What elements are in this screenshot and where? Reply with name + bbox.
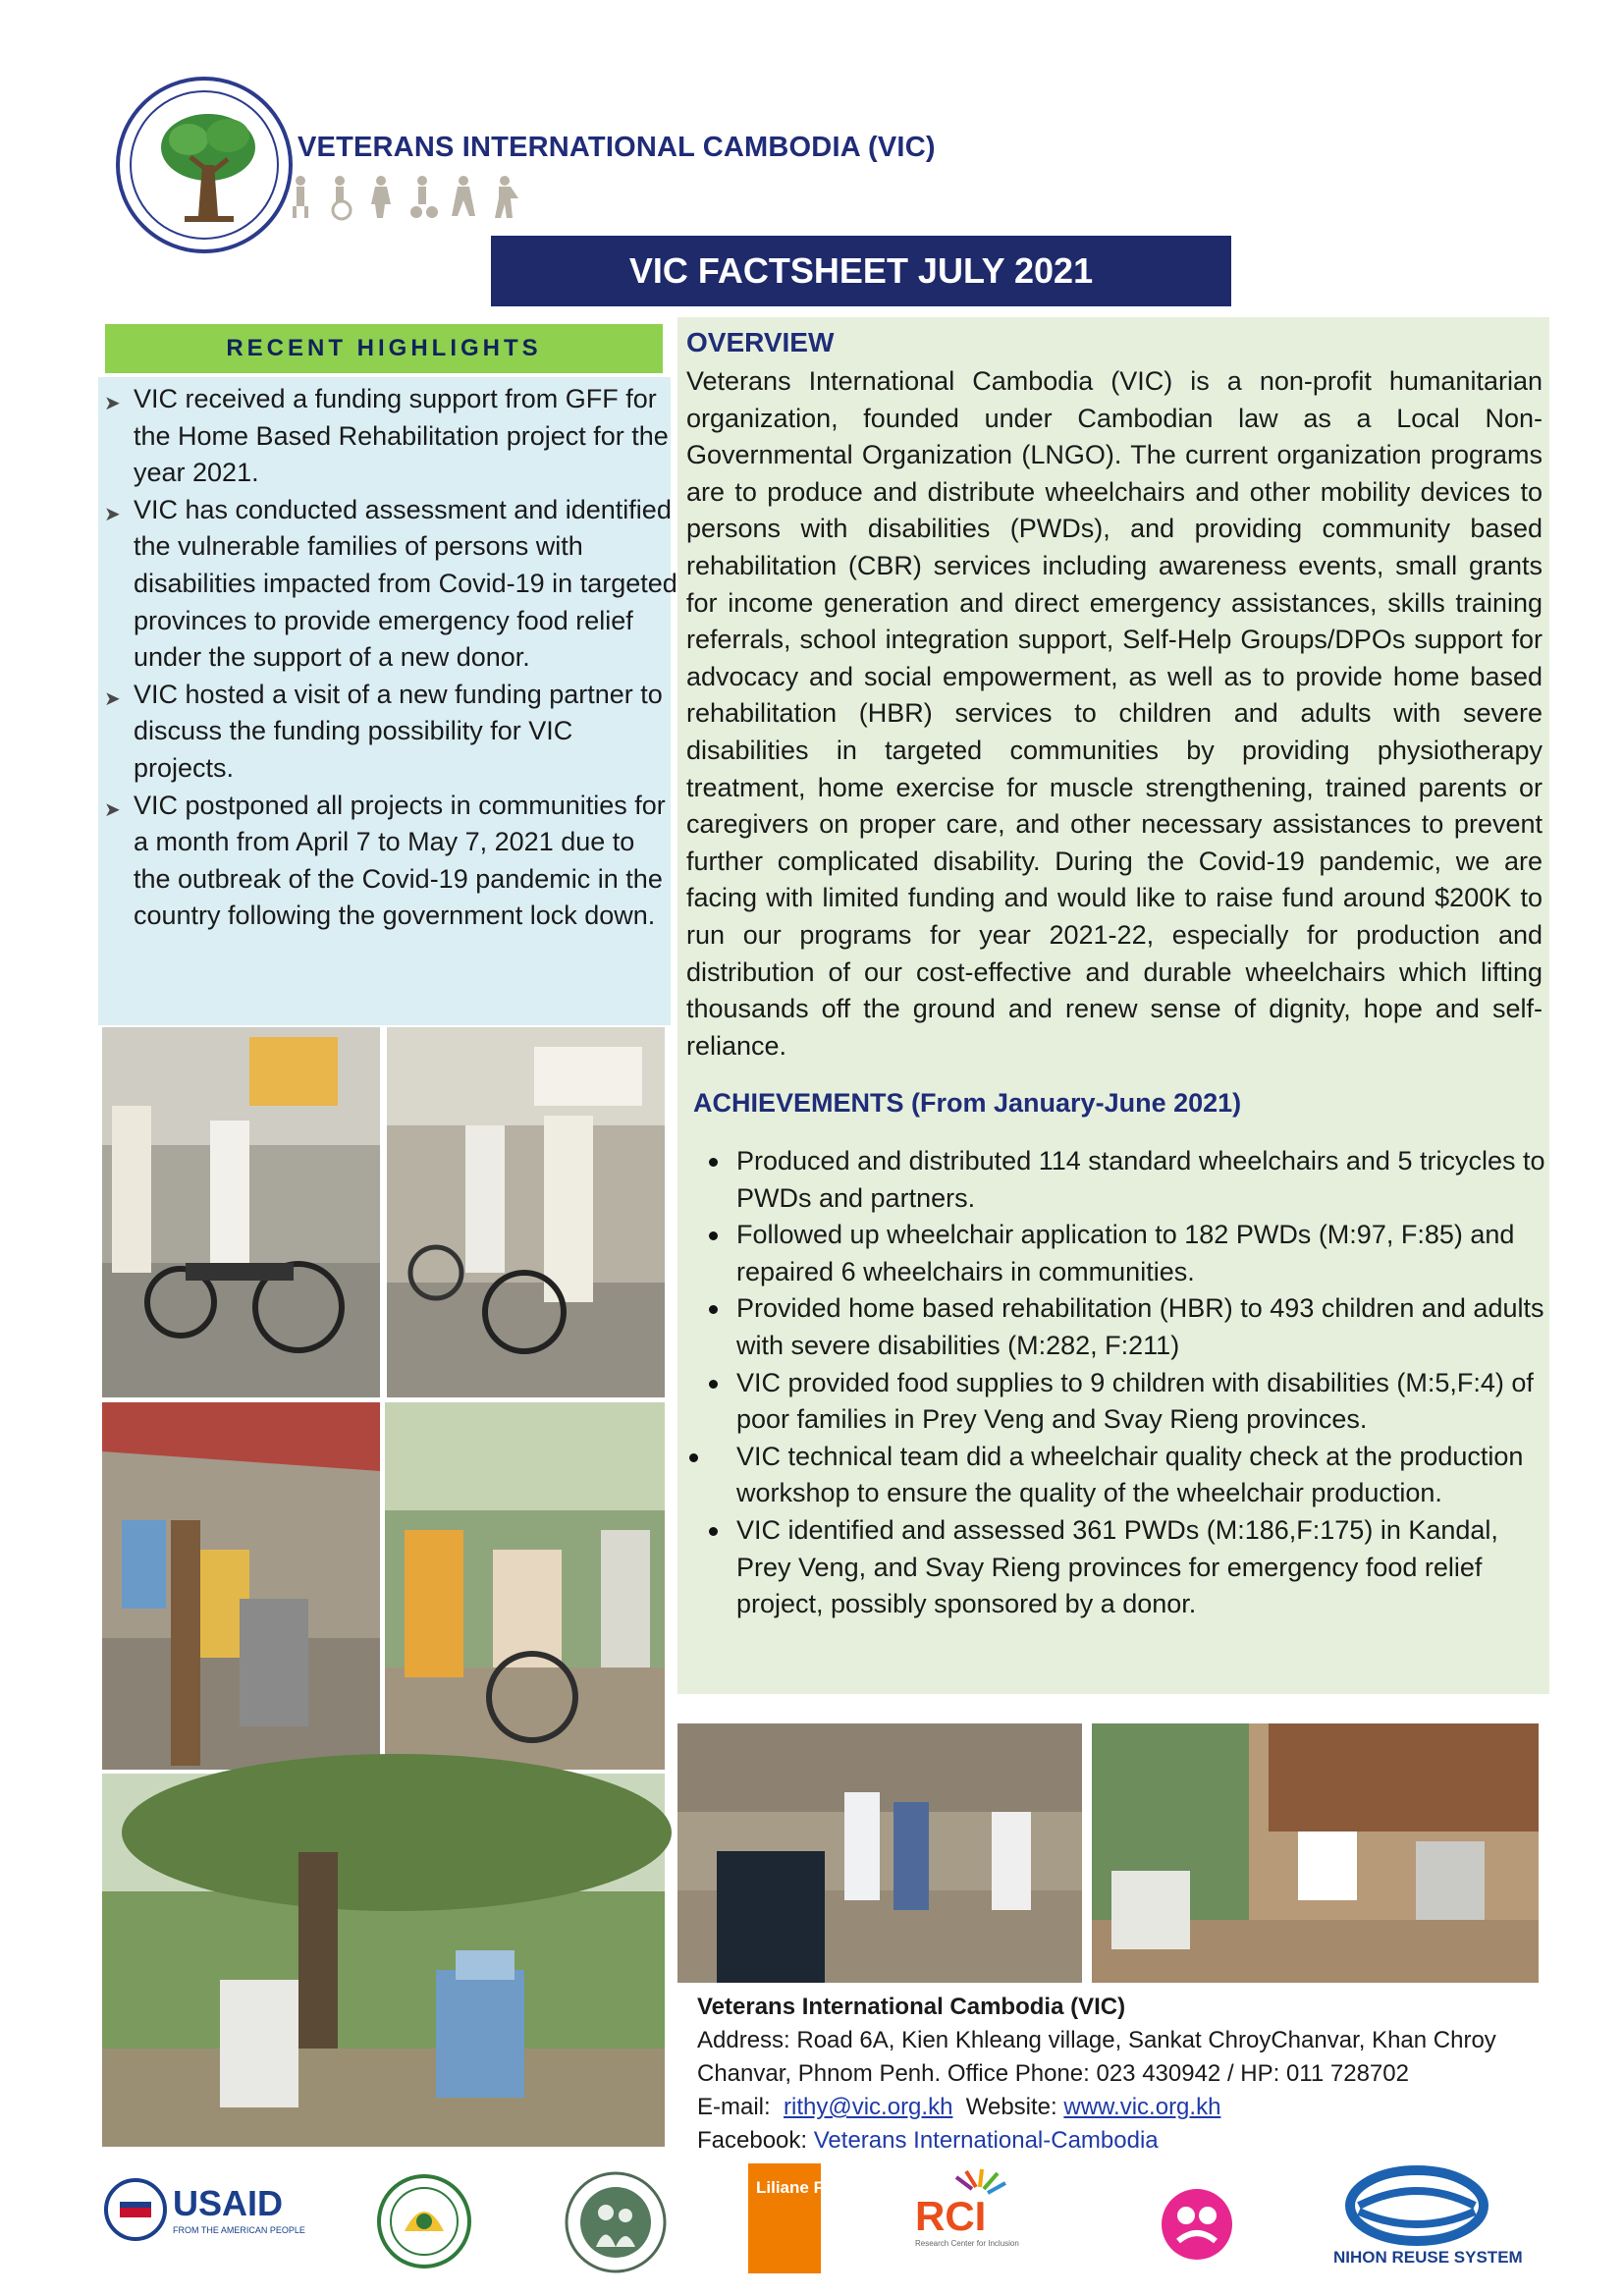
- ministry-seal-logo: [375, 2172, 473, 2270]
- website-link[interactable]: www.vic.org.kh: [1063, 2094, 1221, 2120]
- contact-org-name: Veterans International Cambodia (VIC): [697, 1994, 1126, 2020]
- org-title: VETERANS INTERNATIONAL CAMBODIA (VIC): [298, 132, 936, 163]
- disability-pictograms-icon: [287, 173, 532, 220]
- bullet-icon: [709, 1231, 718, 1240]
- email-link[interactable]: rithy@vic.org.kh: [784, 2094, 953, 2120]
- contact-block: [697, 1991, 1561, 2158]
- highlights-list: [98, 381, 677, 935]
- photo-community-visit-2: [385, 1402, 665, 1770]
- list-item: ➤ VIC postponed all projects in communities for a month from April 7 to May 7, 2021 due to the outbreak of the Covid-19 pandemic in the country following the government lock down.: [104, 790, 666, 931]
- liliane-wordmark: Liliane Fonds: [756, 2178, 864, 2197]
- list-item: ➤ VIC received a funding support from GFF for the Home Based Rehabilitation project for the year 2021.: [104, 384, 669, 488]
- nihon-wordmark: NIHON REUSE SYSTEM: [1333, 2248, 1523, 2267]
- usaid-wordmark: USAID: [173, 2183, 284, 2223]
- rci-logo: [911, 2167, 1039, 2256]
- highlights-heading: RECENT HIGHLIGHTS: [105, 324, 663, 373]
- achievements-list: [687, 1143, 1551, 1623]
- website-label: Website:: [965, 2094, 1057, 2120]
- nihon-reuse-system-logo: [1324, 2166, 1523, 2269]
- email-label: E-mail:: [697, 2094, 771, 2120]
- factsheet-title-bar: VIC FACTSHEET JULY 2021: [491, 236, 1231, 306]
- usaid-tagline: FROM THE AMERICAN PEOPLE: [173, 2225, 305, 2235]
- list-item: Produced and distributed 114 standard wheelchairs and 5 tricycles to PWDs and partners.: [687, 1143, 1551, 1217]
- bullet-icon: [689, 1453, 698, 1462]
- tree-icon: [155, 106, 261, 234]
- photo-community-visit-1: [102, 1402, 380, 1770]
- list-item: Provided home based rehabilitation (HBR) to 493 children and adults with severe disabilities (M:282, F:211): [687, 1290, 1551, 1364]
- bullet-icon: [709, 1527, 718, 1536]
- list-item: VIC identified and assessed 361 PWDs (M:186,F:175) in Kandal, Prey Veng, and Svay Rieng provinces for emergency food relief project, possibly sponsored by a donor.: [687, 1512, 1551, 1623]
- list-item: VIC technical team did a wheelchair quality check at the production workshop to ensure the quality of the wheelchair production.: [687, 1439, 1551, 1512]
- gupta-family-foundation-logo: [1139, 2166, 1255, 2282]
- photo-outdoor-exercise: [102, 1774, 665, 2147]
- photo-office-visit: [1092, 1723, 1539, 1983]
- arrow-bullet-icon: ➤: [104, 687, 121, 710]
- facebook-link[interactable]: Veterans International-Cambodia: [813, 2127, 1159, 2154]
- rci-wordmark: RCI: [915, 2193, 987, 2239]
- arrow-bullet-icon: ➤: [104, 503, 121, 525]
- list-item: Followed up wheelchair application to 182 PWDs (M:97, F:85) and repaired 6 wheelchairs in communities.: [687, 1217, 1551, 1290]
- liliane-fonds-logo: [748, 2163, 864, 2273]
- arrow-bullet-icon: ➤: [104, 393, 121, 414]
- facebook-row: [697, 2124, 1561, 2158]
- list-item: ➤ VIC has conducted assessment and identified the vulnerable families of persons with disabilities impacted from Covid-19 in targeted provinces to provide emergency food relief under the support of a new donor.: [104, 494, 677, 673]
- bullet-icon: [709, 1158, 718, 1167]
- facebook-label: Facebook:: [697, 2127, 808, 2154]
- photo-workshop-meeting: [677, 1723, 1082, 1983]
- list-item: ➤ VIC hosted a visit of a new funding partner to discuss the funding possibility for VIC projects.: [104, 679, 663, 783]
- contact-links-row: [697, 2091, 1561, 2124]
- photo-wheelchair-workshop-1: [102, 1027, 380, 1397]
- bullet-icon: [709, 1305, 718, 1314]
- bullet-icon: [709, 1380, 718, 1389]
- vic-logo: [116, 77, 293, 253]
- list-item: VIC provided food supplies to 9 children with disabilities (M:5,F:4) of poor families in Prey Veng and Svay Rieng provinces.: [687, 1365, 1551, 1439]
- latter-day-saint-charities-logo: [562, 2168, 670, 2276]
- achievements-heading: ACHIEVEMENTS (From January-June 2021): [693, 1088, 1242, 1118]
- rci-tagline: Research Center for Inclusion: [915, 2239, 1019, 2248]
- photo-wheelchair-workshop-2: [387, 1027, 665, 1397]
- usaid-logo: [102, 2172, 324, 2247]
- overview-body: Veterans International Cambodia (VIC) is a non-profit humanitarian organization, founded under Cambodian law as a Local Non-Governmental Organization (LNGO). The current organization programs are to produce and distribute wheelchairs and other mobility devices to persons with disabilities (PWDs), and providing community based rehabilitation (CBR) services including awareness events, small grants for income generation and direct emergency assistances, skills training referrals, school integration support, Self-Help Groups/DPOs support for advocacy and social empowerment, as well as to provide home based rehabilitation (HBR) services to children and adults with severe disabilities in targeted communities by providing physiotherapy treatment, home exercise for muscle strengthening, trained parents or caregivers on proper care, and other necessary assistances to prevent further complicated disability. During the Covid-19 pandemic, we are facing with limited funding and would like to raise fund around $200K to run our programs for year 2021-22, especially for production and distribution of our cost-effective and durable wheelchairs which lifting thousands off the ground and renew sense of dignity, hope and self-reliance.: [686, 366, 1543, 1061]
- contact-address: Address: Road 6A, Kien Khleang village, Sankat ChroyChanvar, Khan Chroy Chanvar, Phnom Penh. Office Phone: 023 430942 / HP: 011 728702: [697, 2027, 1496, 2087]
- arrow-bullet-icon: ➤: [104, 798, 121, 821]
- overview-heading: OVERVIEW: [686, 327, 835, 357]
